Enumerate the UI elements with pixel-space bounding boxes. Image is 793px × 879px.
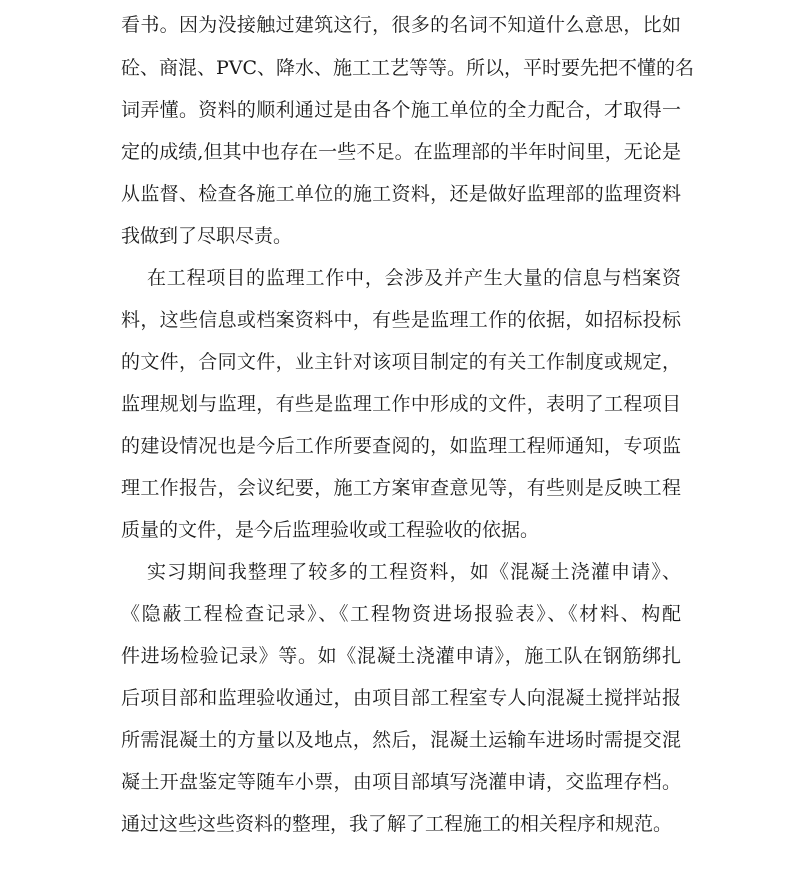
text-line: 的文件，合同文件，业主针对该项目制定的有关工作制度或规定，	[121, 351, 681, 373]
text-line: 定的成绩,但其中也存在一些不足。在监理部的半年时间里，无论是	[121, 141, 681, 163]
text-line: 监理规划与监理，有些是监理工作中形成的文件，表明了工程项目	[121, 393, 681, 415]
text-line: 《隐蔽工程检查记录》、《工程物资进场报验表》、《材料、构配	[121, 603, 681, 625]
text-line: 我做到了尽职尽责。	[121, 225, 293, 247]
text-line: 后项目部和监理验收通过，由项目部工程室专人向混凝土搅拌站报	[121, 687, 681, 709]
text-line: 词弄懂。资料的顺利通过是由各个施工单位的全力配合，才取得一	[121, 99, 681, 121]
text-line: 所需混凝土的方量以及地点，然后，混凝土运输车进场时需提交混	[121, 729, 681, 751]
text-line: 件进场检验记录》等。如《混凝土浇灌申请》，施工队在钢筋绑扎	[121, 645, 681, 667]
text-line: 从监督、检查各施工单位的施工资料，还是做好监理部的监理资料	[121, 183, 681, 205]
text-line: 质量的文件，是今后监理验收或工程验收的依据。	[121, 519, 540, 541]
text-line: 凝土开盘鉴定等随车小票，由项目部填写浇灌申请，交监理存档。	[121, 771, 681, 793]
paragraph-first-line: 实习期间我整理了较多的工程资料，如《混凝土浇灌申请》、	[147, 561, 681, 583]
text-line: 砼、商混、PVC、降水、施工工艺等等。所以，平时要先把不懂的名	[121, 57, 695, 79]
text-line: 理工作报告，会议纪要，施工方案审查意见等，有些则是反映工程	[121, 477, 681, 499]
text-line: 料，这些信息或档案资料中，有些是监理工作的依据，如招标投标	[121, 309, 681, 331]
paragraph-first-line: 在工程项目的监理工作中，会涉及并产生大量的信息与档案资	[147, 267, 681, 289]
text-line: 的建设情况也是今后工作所要查阅的，如监理工程师通知，专项监	[121, 435, 681, 457]
text-line: 通过这些这些资料的整理，我了解了工程施工的相关程序和规范。	[121, 813, 673, 835]
text-line: 看书。因为没接触过建筑这行，很多的名词不知道什么意思，比如	[121, 14, 681, 36]
